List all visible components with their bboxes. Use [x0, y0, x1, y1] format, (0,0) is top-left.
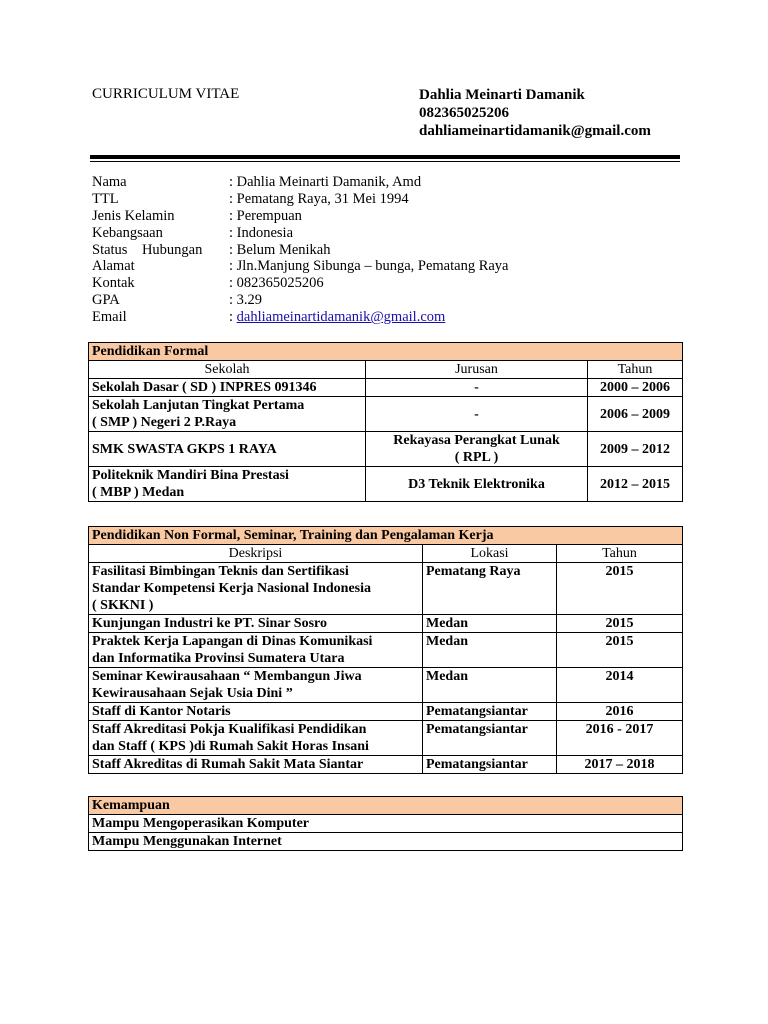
table-cell: Pematang Raya	[423, 563, 557, 615]
table-cell: Fasilitasi Bimbingan Teknis dan Sertifikasi Standar Kompetensi Kerja Nasional Indonesia ( SKKNI )	[89, 563, 423, 615]
personal-row	[92, 208, 682, 225]
column-header: Jurusan	[366, 361, 588, 379]
table-cell: 2006 – 2009	[588, 397, 683, 432]
table-cell: 2015	[557, 633, 683, 668]
column-header-row	[89, 545, 683, 563]
section-header-row	[89, 343, 683, 361]
table-cell: Mampu Mengoperasikan Komputer	[89, 815, 683, 833]
table-cell: Sekolah Dasar ( SD ) INPRES 091346	[89, 379, 366, 397]
personal-row	[92, 292, 682, 309]
table-cell: Seminar Kewirausahaan “ Membangun Jiwa Kewirausahaan Sejak Usia Dini ”	[89, 668, 423, 703]
personal-value: : Belum Menikah	[229, 241, 331, 258]
table-cell: Medan	[423, 615, 557, 633]
table-cell: 2012 – 2015	[588, 467, 683, 502]
column-header-row	[89, 361, 683, 379]
table-cell: 2015	[557, 615, 683, 633]
email-link[interactable]: dahliameinartidamanik@gmail.com	[236, 309, 446, 326]
section-header-row	[89, 527, 683, 545]
column-header: Tahun	[588, 361, 683, 379]
personal-row	[92, 258, 682, 275]
contact-block	[419, 86, 651, 140]
table-cell: Medan	[423, 633, 557, 668]
table-cell: Pematangsiantar	[423, 756, 557, 774]
table-cell: Pematangsiantar	[423, 721, 557, 756]
table-row	[89, 563, 683, 615]
table-cell: Staff Akreditasi Pokja Kualifikasi Pendidikan dan Staff ( KPS )di Rumah Sakit Horas Insani	[89, 721, 423, 756]
personal-value: : Pematang Raya, 31 Mei 1994	[229, 190, 409, 207]
table-cell: Praktek Kerja Lapangan di Dinas Komunikasi dan Informatika Provinsi Sumatera Utara	[89, 633, 423, 668]
personal-row	[92, 174, 682, 191]
header-divider-thin	[90, 161, 680, 162]
table-row	[89, 397, 683, 432]
cv-title: CURRICULUM VITAE	[92, 86, 240, 102]
personal-value: : Indonesia	[229, 224, 294, 241]
table-cell: Pematangsiantar	[423, 703, 557, 721]
skills-table	[88, 796, 683, 851]
table-row	[89, 467, 683, 502]
personal-value: : Perempuan	[229, 207, 302, 224]
header-divider-thick	[90, 155, 680, 159]
table-cell: 2016	[557, 703, 683, 721]
contact-name: Dahlia Meinarti Damanik	[419, 87, 585, 103]
section-header-row	[89, 797, 683, 815]
cv-header	[92, 86, 682, 146]
personal-value: : Jln.Manjung Sibunga – bunga, Pematang Raya	[229, 258, 509, 275]
personal-label: Jenis Kelamin	[92, 207, 175, 224]
table-row	[89, 633, 683, 668]
table-row	[89, 668, 683, 703]
personal-row	[92, 191, 682, 208]
table-cell: 2016 - 2017	[557, 721, 683, 756]
table-cell: Politeknik Mandiri Bina Prestasi ( MBP ) Medan	[89, 467, 366, 502]
personal-row	[92, 309, 682, 326]
personal-value: : 082365025206	[229, 275, 324, 292]
personal-label: Nama	[92, 174, 127, 190]
personal-label: Alamat	[92, 258, 135, 275]
table-row	[89, 833, 683, 851]
personal-label: Status Hubungan	[92, 241, 203, 258]
personal-colon: :	[229, 309, 237, 326]
table-row	[89, 432, 683, 467]
table-cell: 2009 – 2012	[588, 432, 683, 467]
personal-label: Kontak	[92, 275, 135, 292]
personal-value: : 3.29	[229, 292, 263, 309]
column-header: Tahun	[557, 545, 683, 563]
personal-label: TTL	[92, 190, 119, 207]
table-cell: 2014	[557, 668, 683, 703]
section-title: Pendidikan Formal	[89, 343, 683, 361]
table-row	[89, 379, 683, 397]
table-cell: D3 Teknik Elektronika	[366, 467, 588, 502]
personal-label: Kebangsaan	[92, 224, 163, 241]
table-cell: Kunjungan Industri ke PT. Sinar Sosro	[89, 615, 423, 633]
table-cell: SMK SWASTA GKPS 1 RAYA	[89, 432, 366, 467]
table-cell: Sekolah Lanjutan Tingkat Pertama ( SMP ) Negeri 2 P.Raya	[89, 397, 366, 432]
table-cell: Staff Akreditas di Rumah Sakit Mata Siantar	[89, 756, 423, 774]
personal-label: GPA	[92, 292, 120, 309]
table-row	[89, 721, 683, 756]
table-cell: 2000 – 2006	[588, 379, 683, 397]
table-cell: 2017 – 2018	[557, 756, 683, 774]
personal-label: Email	[92, 309, 127, 326]
nonformal-education-table	[88, 526, 683, 774]
table-cell: 2015	[557, 563, 683, 615]
contact-email: dahliameinartidamanik@gmail.com	[419, 123, 651, 139]
column-header: Lokasi	[423, 545, 557, 563]
section-title: Pendidikan Non Formal, Seminar, Training dan Pengalaman Kerja	[89, 527, 683, 545]
column-header: Deskripsi	[89, 545, 423, 563]
personal-row	[92, 275, 682, 292]
table-row	[89, 615, 683, 633]
personal-row	[92, 225, 682, 242]
table-cell: Rekayasa Perangkat Lunak ( RPL )	[366, 432, 588, 467]
table-row	[89, 756, 683, 774]
table-row	[89, 703, 683, 721]
section-title: Kemampuan	[89, 797, 683, 815]
table-cell: Mampu Menggunakan Internet	[89, 833, 683, 851]
column-header: Sekolah	[89, 361, 366, 379]
personal-row	[92, 242, 682, 259]
personal-info	[92, 174, 682, 326]
table-cell: -	[366, 379, 588, 397]
table-cell: -	[366, 397, 588, 432]
contact-phone: 082365025206	[419, 105, 509, 121]
table-cell: Medan	[423, 668, 557, 703]
personal-value: : Dahlia Meinarti Damanik, Amd	[229, 174, 422, 190]
table-row	[89, 815, 683, 833]
table-cell: Staff di Kantor Notaris	[89, 703, 423, 721]
formal-education-table	[88, 342, 683, 502]
